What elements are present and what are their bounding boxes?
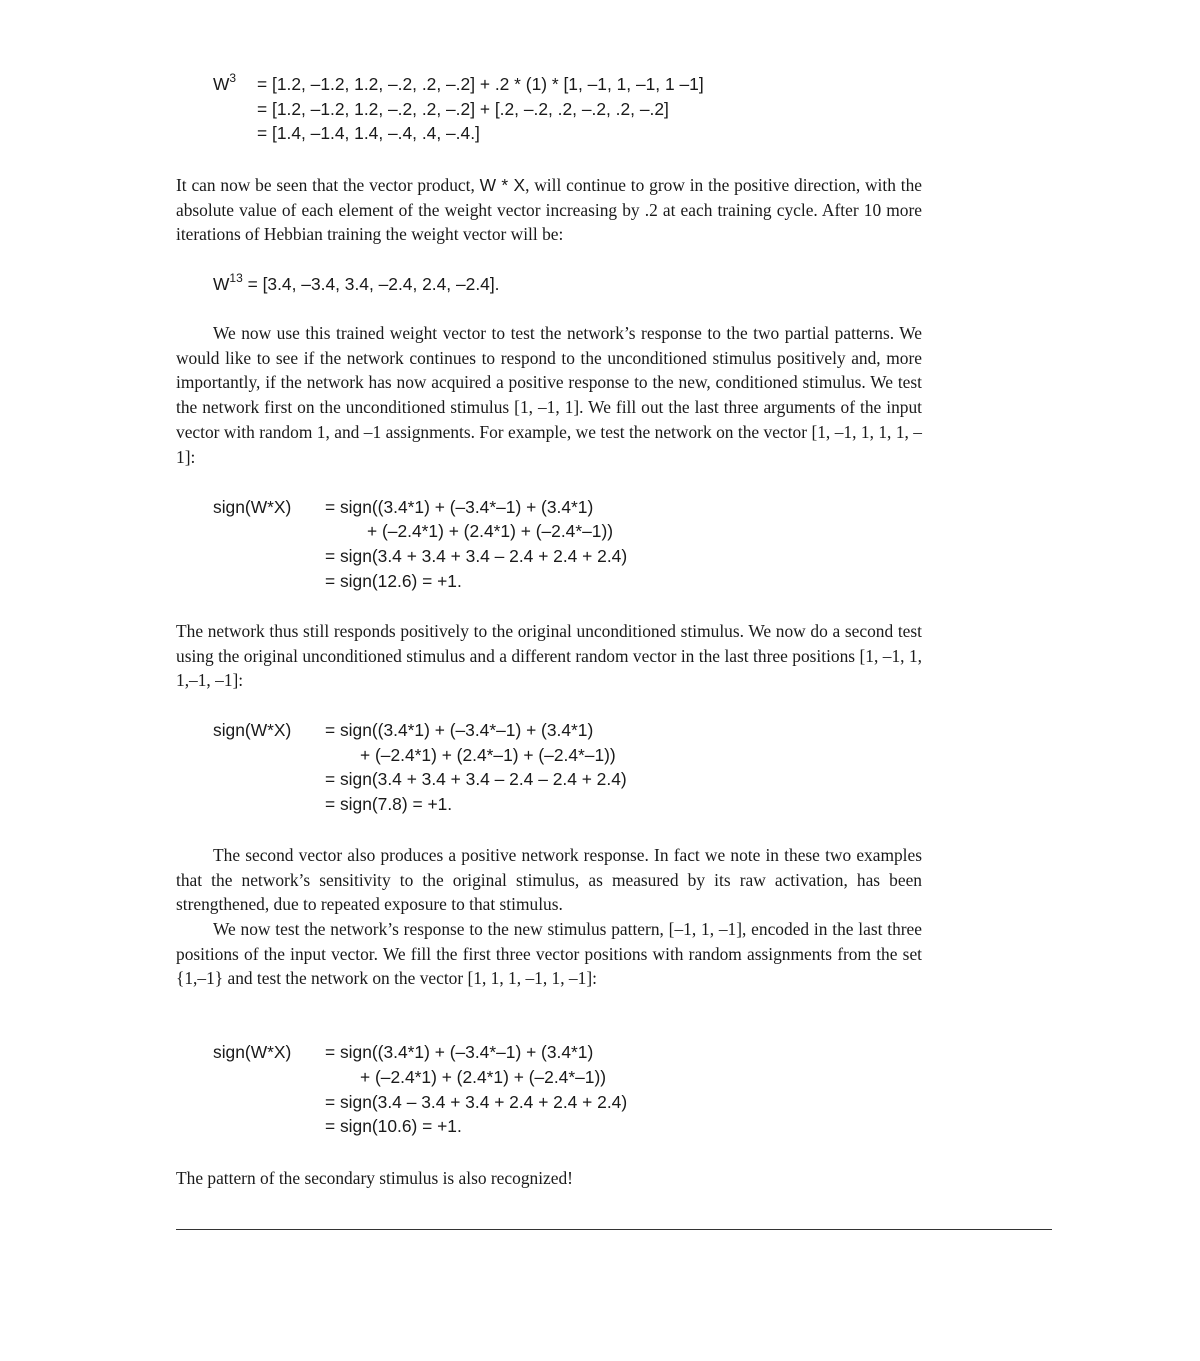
eq2-line-2: + (–2.4*1) + (2.4*–1) + (–2.4*–1)) — [360, 745, 616, 765]
eq2-line-4: = sign(7.8) = +1. — [325, 794, 453, 814]
w3-line-2: = [1.2, –1.2, 1.2, –.2, .2, –.2] + [.2, –.2, .2, –.2, .2, –.2] — [257, 99, 669, 119]
para1-math-wx: W * X — [479, 175, 526, 195]
eq2-line-3: = sign(3.4 + 3.4 + 3.4 – 2.4 – 2.4 + 2.4) — [325, 769, 627, 789]
w3-superscript: 3 — [229, 71, 237, 86]
w13-rhs: = [3.4, –3.4, 3.4, –2.4, 2.4, –2.4]. — [242, 274, 500, 294]
w13-superscript: 13 — [229, 271, 243, 286]
eq3-lhs: sign(W*X) — [213, 1042, 292, 1062]
eq1-line-3: = sign(3.4 + 3.4 + 3.4 – 2.4 + 2.4 + 2.4) — [325, 546, 628, 566]
paragraph-conclusion: The pattern of the secondary stimulus is also recognized! — [176, 1168, 573, 1188]
w3-line-3: = [1.4, –1.4, 1.4, –.4, .4, –.4.] — [257, 123, 480, 143]
paragraph-vector-growth — [176, 173, 922, 247]
bottom-rule — [176, 1229, 1052, 1230]
w13-equation — [213, 272, 499, 297]
w13-symbol: W — [213, 274, 230, 294]
paragraph-new-stimulus: We now test the network’s response to the new stimulus pattern, [–1, 1, –1], encoded in the last three positions of the input vector. We fill the first three vector positions with random assignments from the set {1,–1} and test the network on the vector [1, 1, 1, –1, 1, –1]: — [176, 919, 922, 989]
w3-symbol: W — [213, 74, 230, 94]
eq1-lhs: sign(W*X) — [213, 497, 292, 517]
eq1-line-2: + (–2.4*1) + (2.4*1) + (–2.4*–1)) — [367, 521, 614, 541]
paragraph-test-unconditioned: We now use this trained weight vector to test the network’s response to the two partial patterns. We would like to see if the network continues to respond to the unconditioned stimulus positively and, more importantly, if the network has now acquired a positive response to the new, conditioned stimulus. We test the network first on the unconditioned stimulus [1, –1, 1]. We fill out the last three arguments of the input vector with random 1, and –1 assignments. For example, we test the network on the vector [1, –1, 1, 1, 1, –1]: — [176, 323, 922, 467]
eq2-lhs: sign(W*X) — [213, 720, 292, 740]
eq1-line-1: = sign((3.4*1) + (–3.4*–1) + (3.4*1) — [325, 497, 594, 517]
eq2-line-1: = sign((3.4*1) + (–3.4*–1) + (3.4*1) — [325, 720, 594, 740]
eq3-line-1: = sign((3.4*1) + (–3.4*–1) + (3.4*1) — [325, 1042, 594, 1062]
eq3-line-2: + (–2.4*1) + (2.4*1) + (–2.4*–1)) — [360, 1067, 607, 1087]
eq3-line-3: = sign(3.4 – 3.4 + 3.4 + 2.4 + 2.4 + 2.4) — [325, 1092, 628, 1112]
w3-line-1: = [1.2, –1.2, 1.2, –.2, .2, –.2] + .2 * (1) * [1, –1, 1, –1, 1 –1] — [257, 74, 704, 94]
paragraph-second-test: The network thus still responds positively to the original unconditioned stimulus. We now do a second test using the original unconditioned stimulus and a different random vector in the last three positions [1, –1, 1, 1,–1, –1]: — [176, 621, 922, 691]
eq1-line-4: = sign(12.6) = +1. — [325, 571, 462, 591]
para1-text-before: It can now be seen that the vector product, — [176, 175, 480, 195]
eq3-line-4: = sign(10.6) = +1. — [325, 1116, 462, 1136]
w3-lhs — [213, 72, 236, 97]
para1-text-after: , will continue to grow in the positive direction, with the absolute value of each element of the weight vector increasing by .2 at each training cycle. After 10 more iterations of Hebbian training the weight vector will be: — [176, 175, 922, 245]
paragraph-positive-response: The second vector also produces a positive network response. In fact we note in these two examples that the network’s sensitivity to the original stimulus, as measured by its raw activation, has been strengthened, due to repeated exposure to that stimulus. — [176, 845, 922, 915]
